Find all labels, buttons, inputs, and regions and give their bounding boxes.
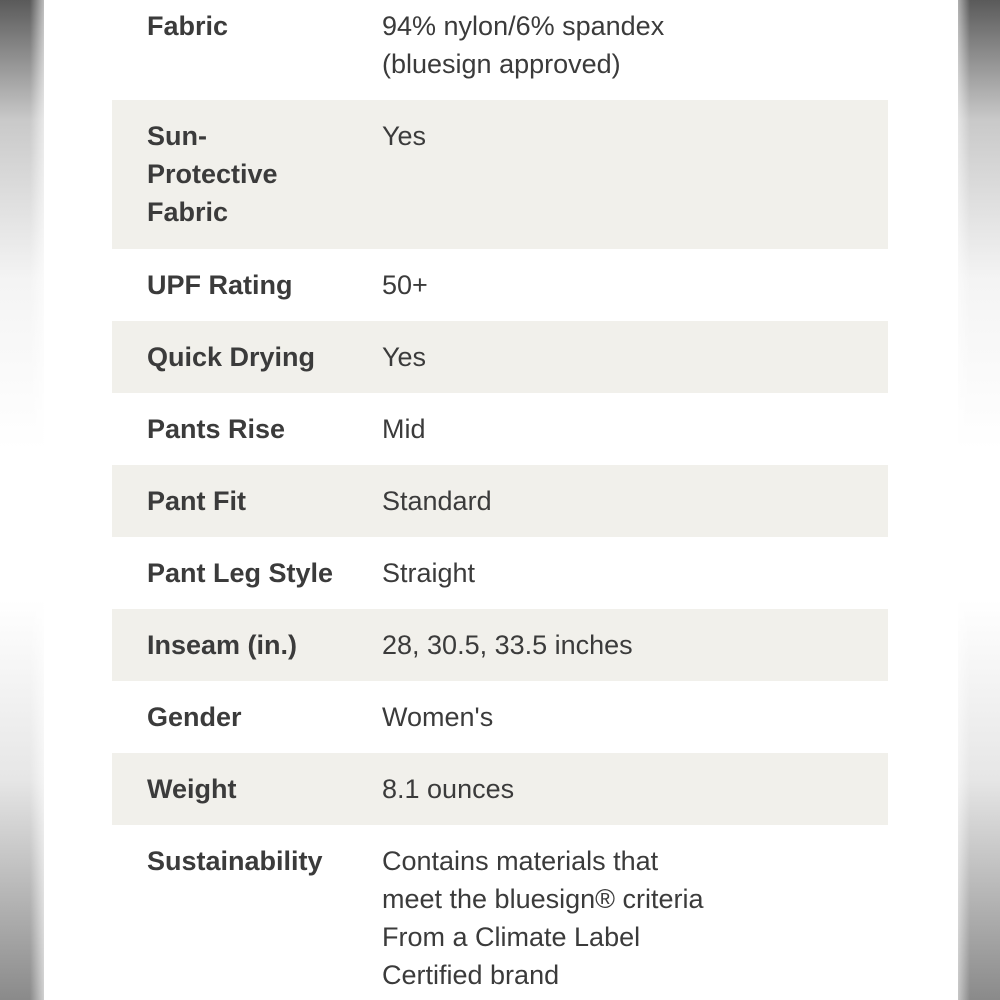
spec-row-upf-rating: [112, 249, 888, 321]
left-backdrop: [0, 0, 44, 1000]
spec-value: Contains materials that meet the bluesign® criteria From a Climate Label Certified brand: [382, 846, 704, 990]
spec-row-inseam: [112, 609, 888, 681]
spec-row-pant-leg-style: [112, 537, 888, 609]
spec-row-sustainability: [112, 825, 888, 1000]
spec-value: Straight: [382, 558, 476, 588]
spec-value: Yes: [382, 121, 427, 151]
right-backdrop: [956, 0, 1000, 1000]
spec-value: Mid: [382, 414, 426, 444]
spec-value: Women's: [382, 702, 494, 732]
spec-label: Weight: [147, 774, 237, 804]
spec-label: Sun- Protective Fabric: [147, 121, 278, 227]
spec-label: Gender: [147, 702, 242, 732]
spec-row-pant-fit: [112, 465, 888, 537]
spec-label: Sustainability: [147, 846, 323, 876]
spec-label: UPF Rating: [147, 270, 293, 300]
spec-label: Quick Drying: [147, 342, 316, 372]
spec-row-quick-drying: [112, 321, 888, 393]
specifications-table: [112, 0, 888, 1000]
spec-row-pants-rise: [112, 393, 888, 465]
spec-row-sun-protective-fabric: [112, 100, 888, 249]
spec-label: Pant Leg Style: [147, 558, 334, 588]
spec-value: 94% nylon/6% spandex (bluesign approved): [382, 11, 665, 79]
spec-value: Yes: [382, 342, 427, 372]
spec-row-gender: [112, 681, 888, 753]
spec-label: Pant Fit: [147, 486, 246, 516]
spec-label: Fabric: [147, 11, 229, 41]
spec-value: 28, 30.5, 33.5 inches: [382, 630, 633, 660]
spec-value: Standard: [382, 486, 492, 516]
spec-sheet: [44, 0, 958, 1000]
spec-value: 8.1 ounces: [382, 774, 515, 804]
spec-row-fabric: [112, 0, 888, 100]
spec-label: Pants Rise: [147, 414, 286, 444]
spec-value: 50+: [382, 270, 428, 300]
spec-row-weight: [112, 753, 888, 825]
spec-label: Inseam (in.): [147, 630, 298, 660]
